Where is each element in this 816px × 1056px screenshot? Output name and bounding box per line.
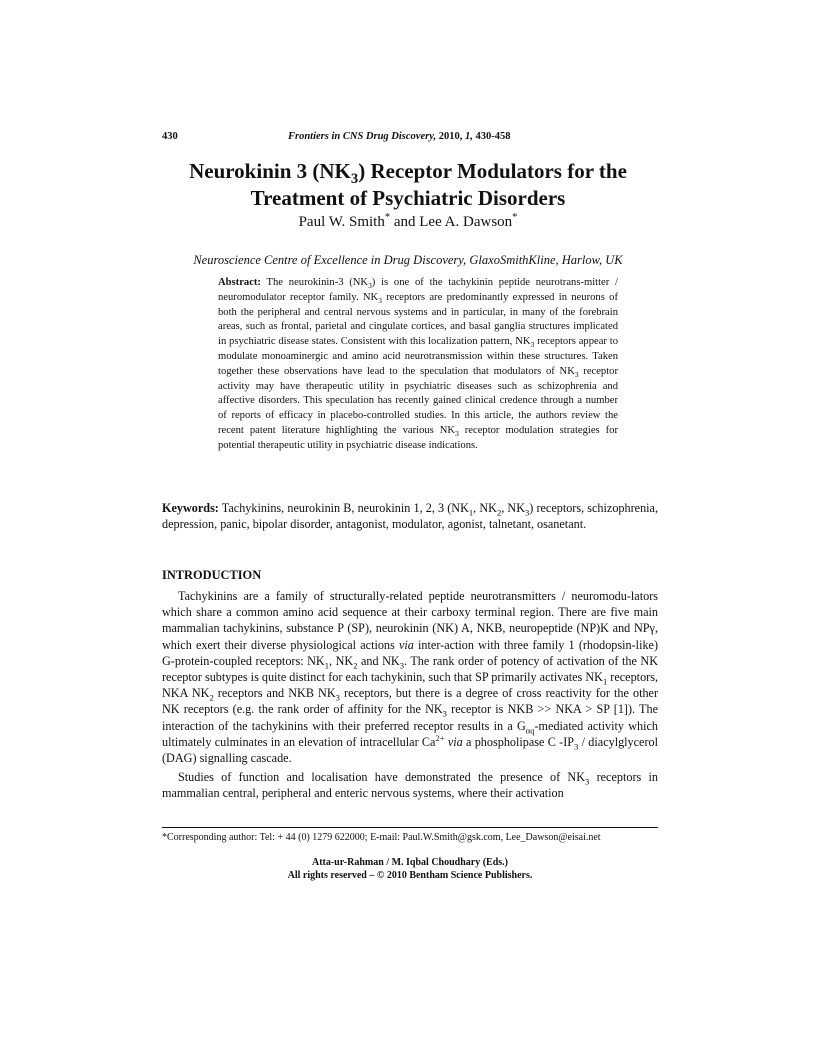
introduction-body [162,588,658,805]
author-list: Paul W. Smith* and Lee A. Dawson* [298,212,518,230]
author-name: Paul W. Smith [298,214,385,230]
abstract-label: Abstract: [218,277,261,288]
keywords: Keywords: Tachykinins, neurokinin B, neurokinin 1, 2, 3 ($NK_1$, $NK_2$, $NK_3$) receptors, schizophrenia, depression, panic, bipolar disorder, antagonist, modulator, agonist, talnetant, osanetant. [162,501,659,532]
paragraph: Tachykinins are a family of structurally-related peptide neurotransmitters / neuromodu-lators which share a common amino acid sequence at their carboxy terminal region. There are five main mammalian tachykinins, substance P (SP), neurokinin (NK) A, NKB, neuropeptide (NP)K and NPγ, which exert their diverse physiological actions via inter-action with three family 1 (rhodopsin-like) G-protein-coupled receptors: $NK_1$, $NK_2$ and $NK_3$. The rank order of potency of activation of the NK receptor subtypes is quite distinct for each tachykinin, such that SP primarily activates $NK_1$ receptors, NKA $NK_2$ receptors and NKB $NK_3$ receptors, but there is a degree of cross reactivity for the other NK receptors (e.g. the rank order of affinity for the $NK_3$ receptor is NKB >> NKA > SP [1]). The interaction of the tachykinins with their preferred receptor results in a $G_{\alpha q}$-mediated activity which ultimately culminates in an elevation of intracellular $Ca^{2+}$ via a phospholipase C $-IP_3$ / diacylglycerol (DAG) signalling cascade. [162,589,659,766]
corresponding-author-footnote: *Corresponding author: Tel: + 44 (0) 1279 622000; E-mail: Paul.W.Smith@gsk.com, Lee_Dawson@eisai.net [162,832,601,843]
paragraph: Studies of function and localisation have demonstrated the presence of $NK_3$ receptors in mammalian central, peripheral and enteric nervous systems, where their activation [162,770,659,801]
footnote-divider [162,827,658,828]
abstract: Abstract: The neurokinin-3 $(NK_3)$ is one of the tachykinin peptide neurotrans-mitter / neuromodulator receptor family. $NK_3$ receptors are predominantly expressed in neurons of both the peripheral and central nervous systems and in particular, in many of the forebrain areas, such as frontal, parietal and cingulate cortices, and basal ganglia structures implicated in psychiatric disease states. Consistent with this localization pattern, $NK_3$ receptors appear to modulate monoaminergic and amino acid neurotransmission within these structures. Taken together these observations have lead to the speculation that modulators of $NK_3$ receptor activity may have therapeutic utility in psychiatric diseases such as schizophrenia and affective disorders. This speculation has recently gained clinical credence through a number of reports of efficacy in placebo-controlled studies. In this article, the authors review the recent patent literature highlighting the various $NK_3$ receptor modulation strategies for potential therapeutic utility in psychiatric disease indications. [218,277,619,451]
publisher-credit: Atta-ur-Rahman / M. Iqbal Choudhary (Eds.) All rights reserved – © 2010 Bentham Science Publishers. [287,857,533,881]
journal-citation: Frontiers in CNS Drug Discovery, 2010, 1, 430-458 [288,131,511,142]
author-name: Lee A. Dawson [419,214,513,230]
page-number: 430 [162,131,178,142]
paper-title: Neurokinin 3 $(NK_3)$ Receptor Modulators for the Treatment of Psychiatric Disorders [189,159,627,210]
affiliation: Neuroscience Centre of Excellence in Drug Discovery, GlaxoSmithKline, Harlow, UK [193,253,623,267]
section-heading-introduction: INTRODUCTION [162,568,262,582]
keywords-label: Keywords: [162,501,219,515]
